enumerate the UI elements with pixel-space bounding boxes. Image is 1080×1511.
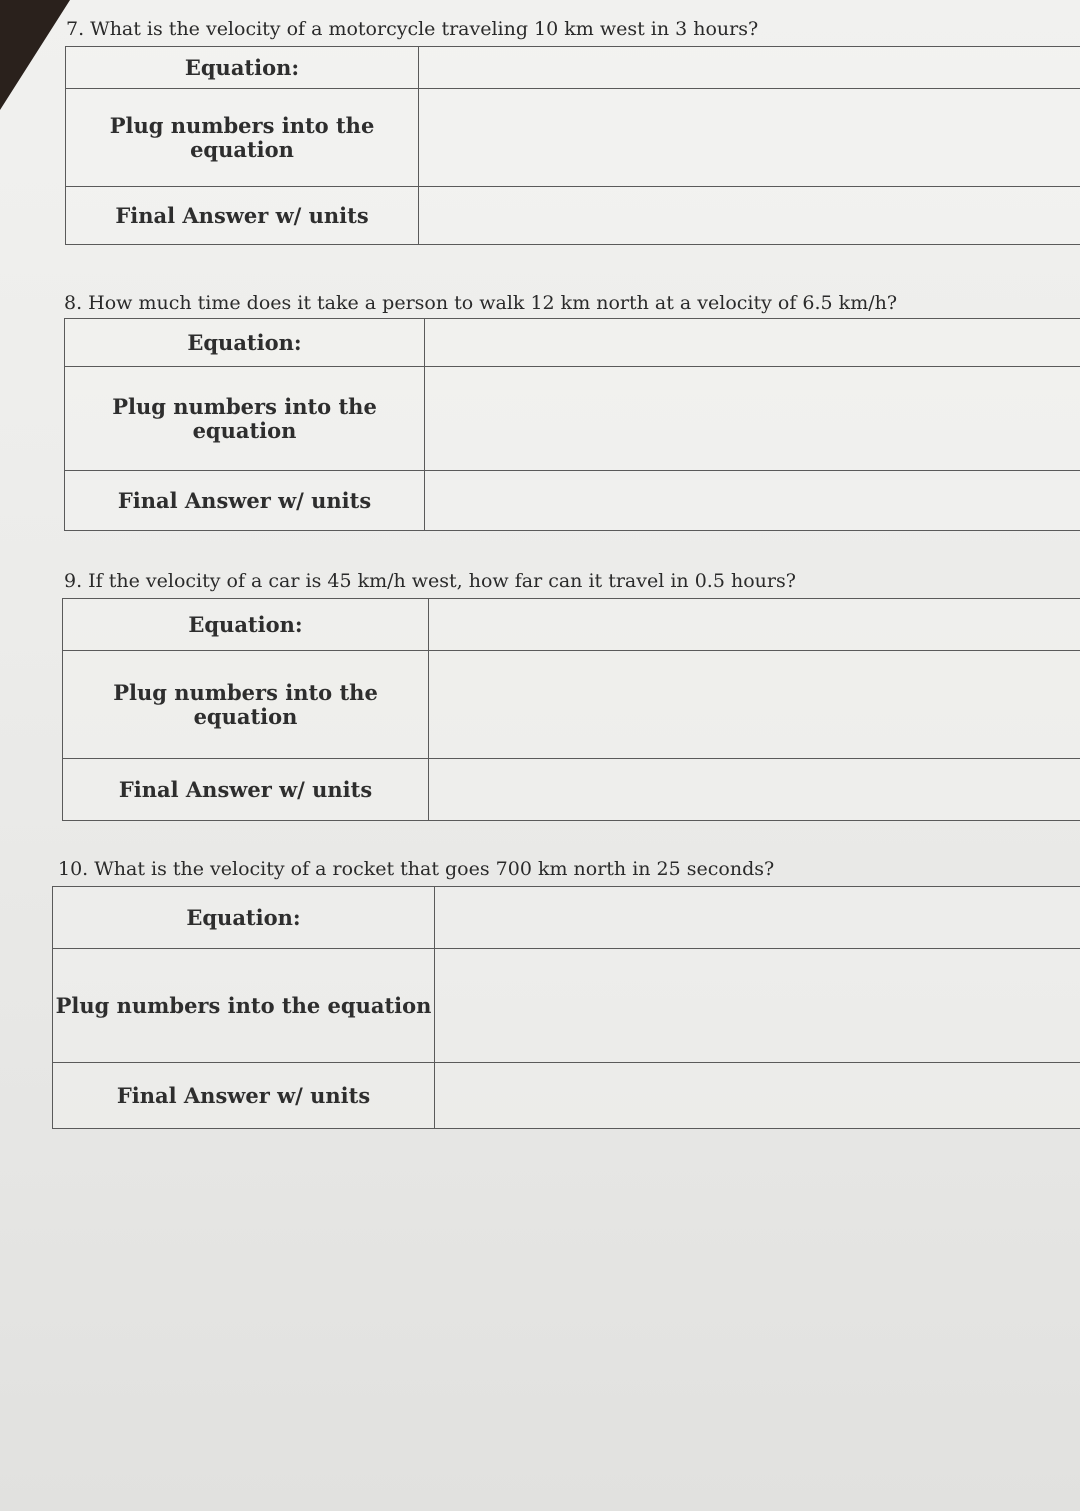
- answer-table-9: [62, 598, 1080, 821]
- plug-numbers-label: Plug numbers into the equation: [63, 651, 429, 759]
- question-10: 10. What is the velocity of a rocket that goes 700 km north in 25 seconds?: [58, 858, 775, 880]
- answer-table-8: [64, 318, 1080, 531]
- equation-label: Equation:: [66, 47, 419, 89]
- final-answer-cell[interactable]: [425, 471, 1080, 531]
- final-answer-label: Final Answer w/ units: [63, 759, 429, 821]
- answer-table-10: [52, 886, 1080, 1129]
- plug-numbers-answer-cell[interactable]: [419, 89, 1080, 187]
- equation-label: Equation:: [65, 319, 425, 367]
- final-answer-cell[interactable]: [429, 759, 1080, 821]
- plug-numbers-label: Plug numbers into the equation: [53, 949, 435, 1063]
- equation-label: Equation:: [63, 599, 429, 651]
- plug-numbers-answer-cell[interactable]: [425, 367, 1080, 471]
- equation-answer-cell[interactable]: [425, 319, 1080, 367]
- final-answer-label: Final Answer w/ units: [53, 1063, 435, 1129]
- plug-numbers-answer-cell[interactable]: [429, 651, 1080, 759]
- equation-answer-cell[interactable]: [435, 887, 1080, 949]
- question-8: 8. How much time does it take a person to walk 12 km north at a velocity of 6.5 km/h?: [64, 292, 898, 314]
- answer-table-7: [65, 46, 1080, 245]
- page-corner-shadow: [0, 0, 70, 110]
- equation-label: Equation:: [53, 887, 435, 949]
- final-answer-cell[interactable]: [419, 187, 1080, 245]
- final-answer-label: Final Answer w/ units: [65, 471, 425, 531]
- plug-numbers-answer-cell[interactable]: [435, 949, 1080, 1063]
- final-answer-cell[interactable]: [435, 1063, 1080, 1129]
- final-answer-label: Final Answer w/ units: [66, 187, 419, 245]
- plug-numbers-label: Plug numbers into the equation: [65, 367, 425, 471]
- question-7: 7. What is the velocity of a motorcycle traveling 10 km west in 3 hours?: [66, 18, 759, 40]
- equation-answer-cell[interactable]: [419, 47, 1080, 89]
- plug-numbers-label: Plug numbers into the equation: [66, 89, 419, 187]
- question-9: 9. If the velocity of a car is 45 km/h west, how far can it travel in 0.5 hours?: [64, 570, 796, 592]
- equation-answer-cell[interactable]: [429, 599, 1080, 651]
